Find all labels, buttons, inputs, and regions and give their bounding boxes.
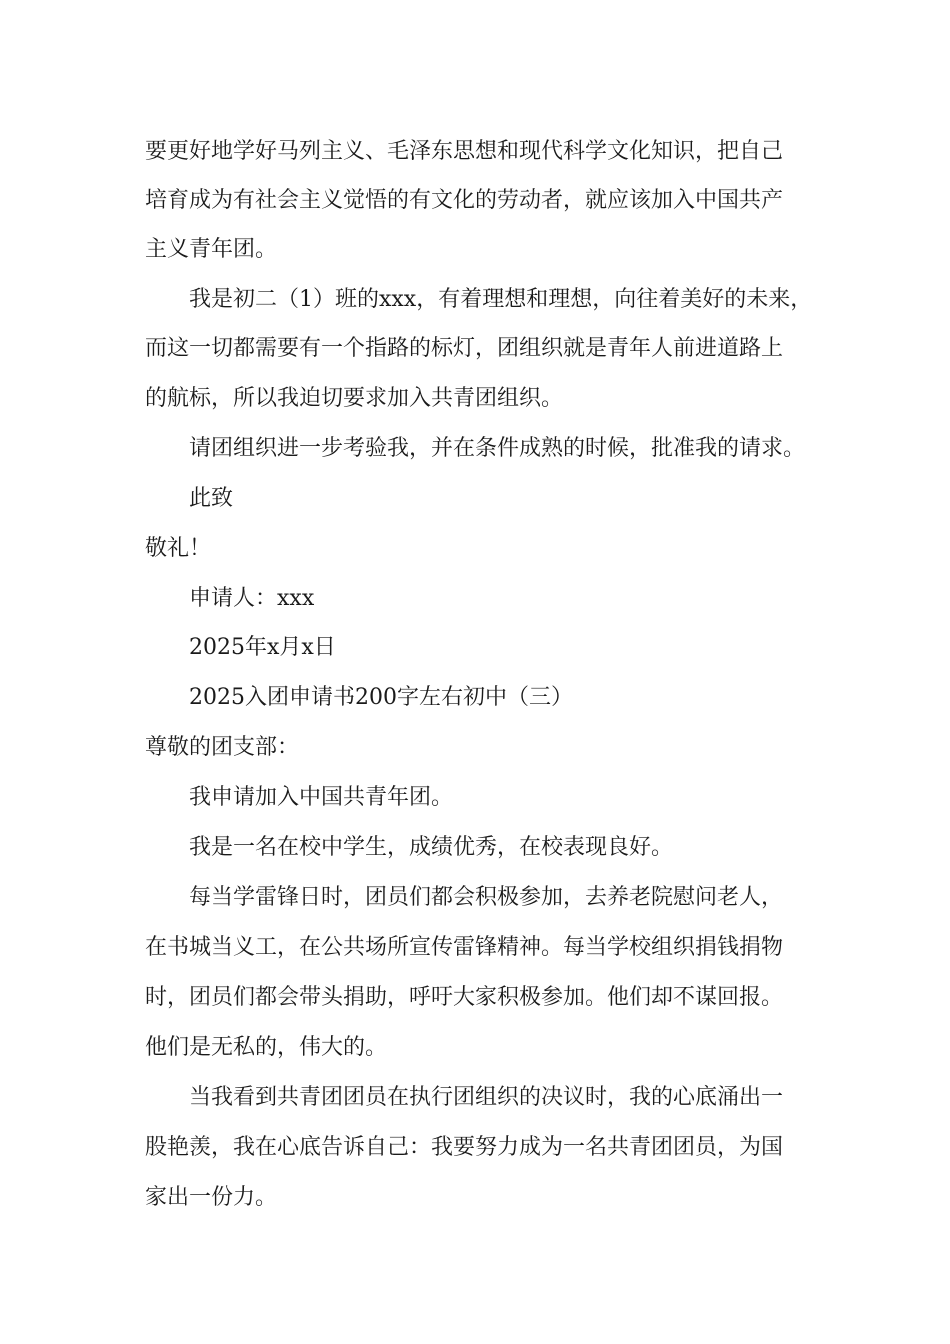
text-line: 请团组织进一步考验我，并在条件成熟的时候，批准我的请求。	[189, 436, 806, 461]
text-line: 在书城当义工，在公共场所宣传雷锋精神。每当学校组织捐钱捐物	[145, 935, 784, 960]
text-line: 股艳羡，我在心底告诉自己：我要努力成为一名共青团团员，为国	[145, 1135, 784, 1160]
text-line: 我是一名在校中学生，成绩优秀，在校表现良好。	[189, 835, 674, 860]
closing-salutation: 此致	[189, 486, 234, 511]
text-line: 家出一份力。	[145, 1185, 278, 1210]
text-line: 主义青年团。	[145, 237, 278, 262]
section-title: 2025入团申请书200字左右初中（三）	[189, 685, 573, 710]
text-line: 他们是无私的，伟大的。	[145, 1035, 388, 1060]
text-line: 的航标，所以我迫切要求加入共青团组织。	[145, 386, 564, 411]
text-line: 培育成为有社会主义觉悟的有文化的劳动者，就应该加入中国共产	[145, 188, 784, 213]
text-line: 我申请加入中国共青年团。	[189, 785, 454, 810]
text-line: 我是初二（1）班的xxx，有着理想和理想，向往着美好的未来，	[189, 287, 813, 312]
text-line: 要更好地学好马列主义、毛泽东思想和现代科学文化知识，把自己	[145, 139, 784, 164]
text-line: 而这一切都需要有一个指路的标灯，团组织就是青年人前进道路上	[145, 336, 784, 361]
date-line: 2025年x月x日	[189, 635, 336, 660]
applicant-line: 申请人：xxx	[189, 586, 315, 611]
greeting: 尊敬的团支部：	[145, 735, 300, 760]
text-line: 每当学雷锋日时，团员们都会积极参加，去养老院慰问老人，	[189, 885, 784, 910]
closing-regards: 敬礼！	[145, 536, 212, 561]
text-line: 当我看到共青团团员在执行团组织的决议时，我的心底涌出一	[189, 1085, 784, 1110]
text-line: 时，团员们都会带头捐助，呼吁大家积极参加。他们却不谋回报。	[145, 985, 784, 1010]
